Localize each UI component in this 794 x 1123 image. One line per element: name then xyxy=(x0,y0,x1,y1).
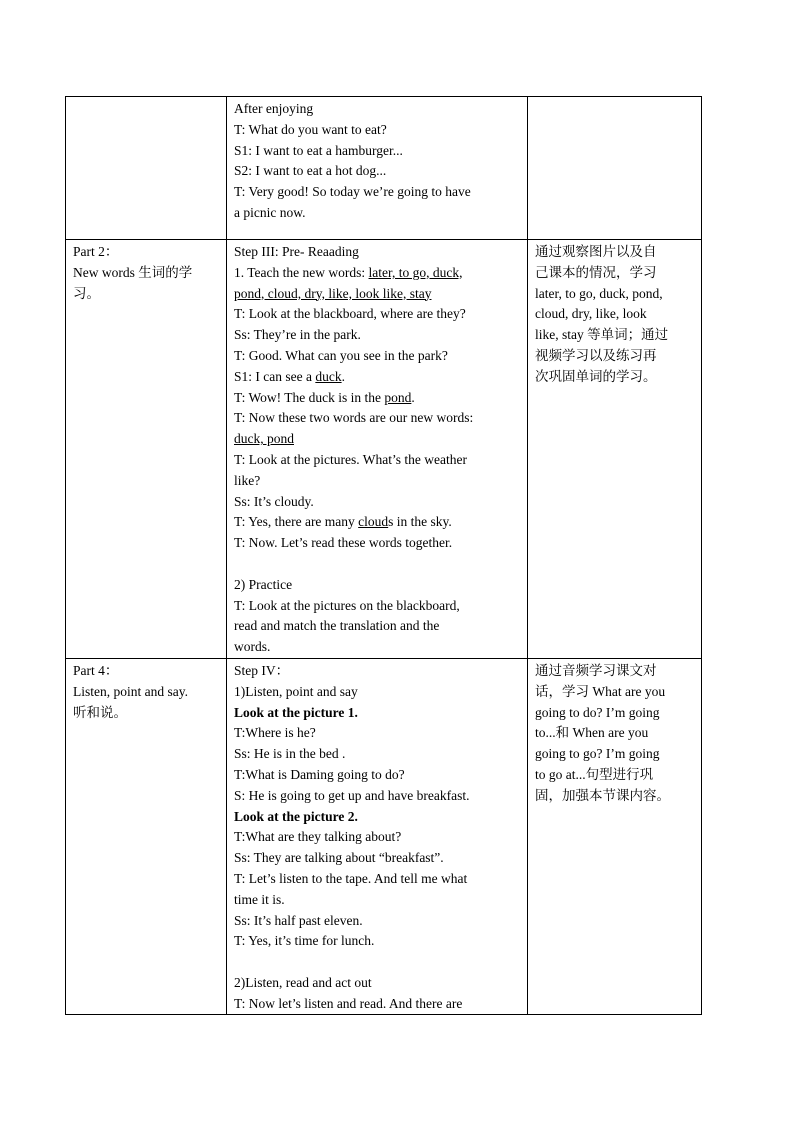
purpose-line: 通过音频学习课文对 xyxy=(535,662,657,678)
purpose-line: 视频学习以及练习再 xyxy=(535,347,657,363)
activity-line: T: Good. What can you see in the park? xyxy=(234,347,448,363)
part-title: 习。 xyxy=(73,285,100,301)
purpose-line: 己课本的情况，学习 xyxy=(535,264,657,280)
activity-line: Ss: It’s half past eleven. xyxy=(234,912,363,928)
purpose-line: to...和 When are you xyxy=(535,725,649,741)
activity-line: S1: I can see a duck. xyxy=(234,368,345,384)
activity-line: T: Wow! The duck is in the pond. xyxy=(234,389,415,405)
activity-line: Ss: He is in the bed . xyxy=(234,746,346,762)
purpose-cell xyxy=(528,97,702,240)
activity-line: T: Look at the pictures. What’s the weather xyxy=(234,451,468,467)
activity-line: T:What are they talking about? xyxy=(234,829,402,845)
picture-heading: Look at the picture 1. xyxy=(234,704,358,720)
activity-line: duck, pond xyxy=(234,431,294,447)
activity-line: like? xyxy=(234,472,261,488)
activity-line: T: Now let’s listen and read. And there are xyxy=(234,995,463,1011)
purpose-line: 通过观察图片以及自 xyxy=(535,244,657,259)
activity-line: S1: I want to eat a hamburger... xyxy=(234,142,403,158)
part-heading: Part 2： xyxy=(73,244,119,259)
activity-line: T: Yes, it’s time for lunch. xyxy=(234,933,375,949)
activity-line: read and match the translation and the xyxy=(234,618,440,634)
activity-line: 2) Practice xyxy=(234,576,293,592)
new-words-underlined: pond, cloud, dry, like, look like, stay xyxy=(234,285,432,301)
activity-line: 1)Listen, point and say xyxy=(234,683,358,699)
table-row xyxy=(66,658,702,1015)
activity-line: time it is. xyxy=(234,891,285,907)
part-cell xyxy=(66,658,227,1015)
activity-line: Ss: It’s cloudy. xyxy=(234,493,314,509)
purpose-line: 固，加强本节课内容。 xyxy=(535,787,670,803)
purpose-line: going to go? I’m going xyxy=(535,746,660,762)
step-heading: Step III: Pre- Reaading xyxy=(234,244,359,259)
activity-line: Ss: They’re in the park. xyxy=(234,327,361,343)
activity-cell xyxy=(227,658,528,1015)
part-heading: Part 4： xyxy=(73,662,119,678)
purpose-cell xyxy=(528,658,702,1015)
activity-line: T: Now. Let’s read these words together. xyxy=(234,535,453,551)
part-cell xyxy=(66,97,227,240)
purpose-cell xyxy=(528,240,702,659)
activity-line: After enjoying xyxy=(234,101,314,116)
lesson-plan-table xyxy=(65,96,702,1015)
purpose-line: cloud, dry, like, look xyxy=(535,306,647,322)
activity-line: words. xyxy=(234,639,271,655)
picture-heading: Look at the picture 2. xyxy=(234,808,358,824)
purpose-line: 次巩固单词的学习。 xyxy=(535,368,657,384)
spacer xyxy=(234,952,520,973)
activity-line: T: Very good! So today we’re going to have xyxy=(234,184,471,200)
part-title: Listen, point and say. xyxy=(73,683,188,699)
activity-cell xyxy=(227,240,528,659)
purpose-line: like, stay 等单词；通过 xyxy=(535,327,669,343)
activity-line: a picnic now. xyxy=(234,204,306,220)
new-words-underlined: later, to go, duck, xyxy=(368,264,463,280)
spacer xyxy=(234,554,520,575)
activity-line: 1. Teach the new words: later, to go, duck, xyxy=(234,264,463,280)
part-cell xyxy=(66,240,227,659)
activity-line: S: He is going to get up and have breakfast. xyxy=(234,787,470,803)
table-row xyxy=(66,97,702,240)
activity-line: T: Let’s listen to the tape. And tell me what xyxy=(234,870,468,886)
table-row xyxy=(66,240,702,659)
activity-line: T: Look at the pictures on the blackboard, xyxy=(234,597,460,613)
activity-line: T:What is Daming going to do? xyxy=(234,766,405,782)
activity-line: T:Where is he? xyxy=(234,725,316,741)
activity-line: Ss: They are talking about “breakfast”. xyxy=(234,850,444,866)
activity-line: 2)Listen, read and act out xyxy=(234,974,372,990)
part-title: New words 生词的学 xyxy=(73,264,193,280)
activity-cell xyxy=(227,97,528,240)
purpose-line: later, to go, duck, pond, xyxy=(535,285,663,301)
activity-line xyxy=(234,284,520,305)
purpose-line: going to do? I’m going xyxy=(535,704,660,720)
step-heading: Step IV： xyxy=(234,662,290,678)
part-title: 听和说。 xyxy=(73,704,127,720)
purpose-line: 话，学习 What are you xyxy=(535,683,666,699)
activity-line: T: What do you want to eat? xyxy=(234,121,387,137)
activity-line: T: Now these two words are our new words: xyxy=(234,410,474,426)
activity-line: T: Yes, there are many clouds in the sky. xyxy=(234,514,452,530)
activity-line: S2: I want to eat a hot dog... xyxy=(234,163,387,179)
activity-line: T: Look at the blackboard, where are they? xyxy=(234,306,466,322)
purpose-line: to go at...句型进行巩 xyxy=(535,766,654,782)
